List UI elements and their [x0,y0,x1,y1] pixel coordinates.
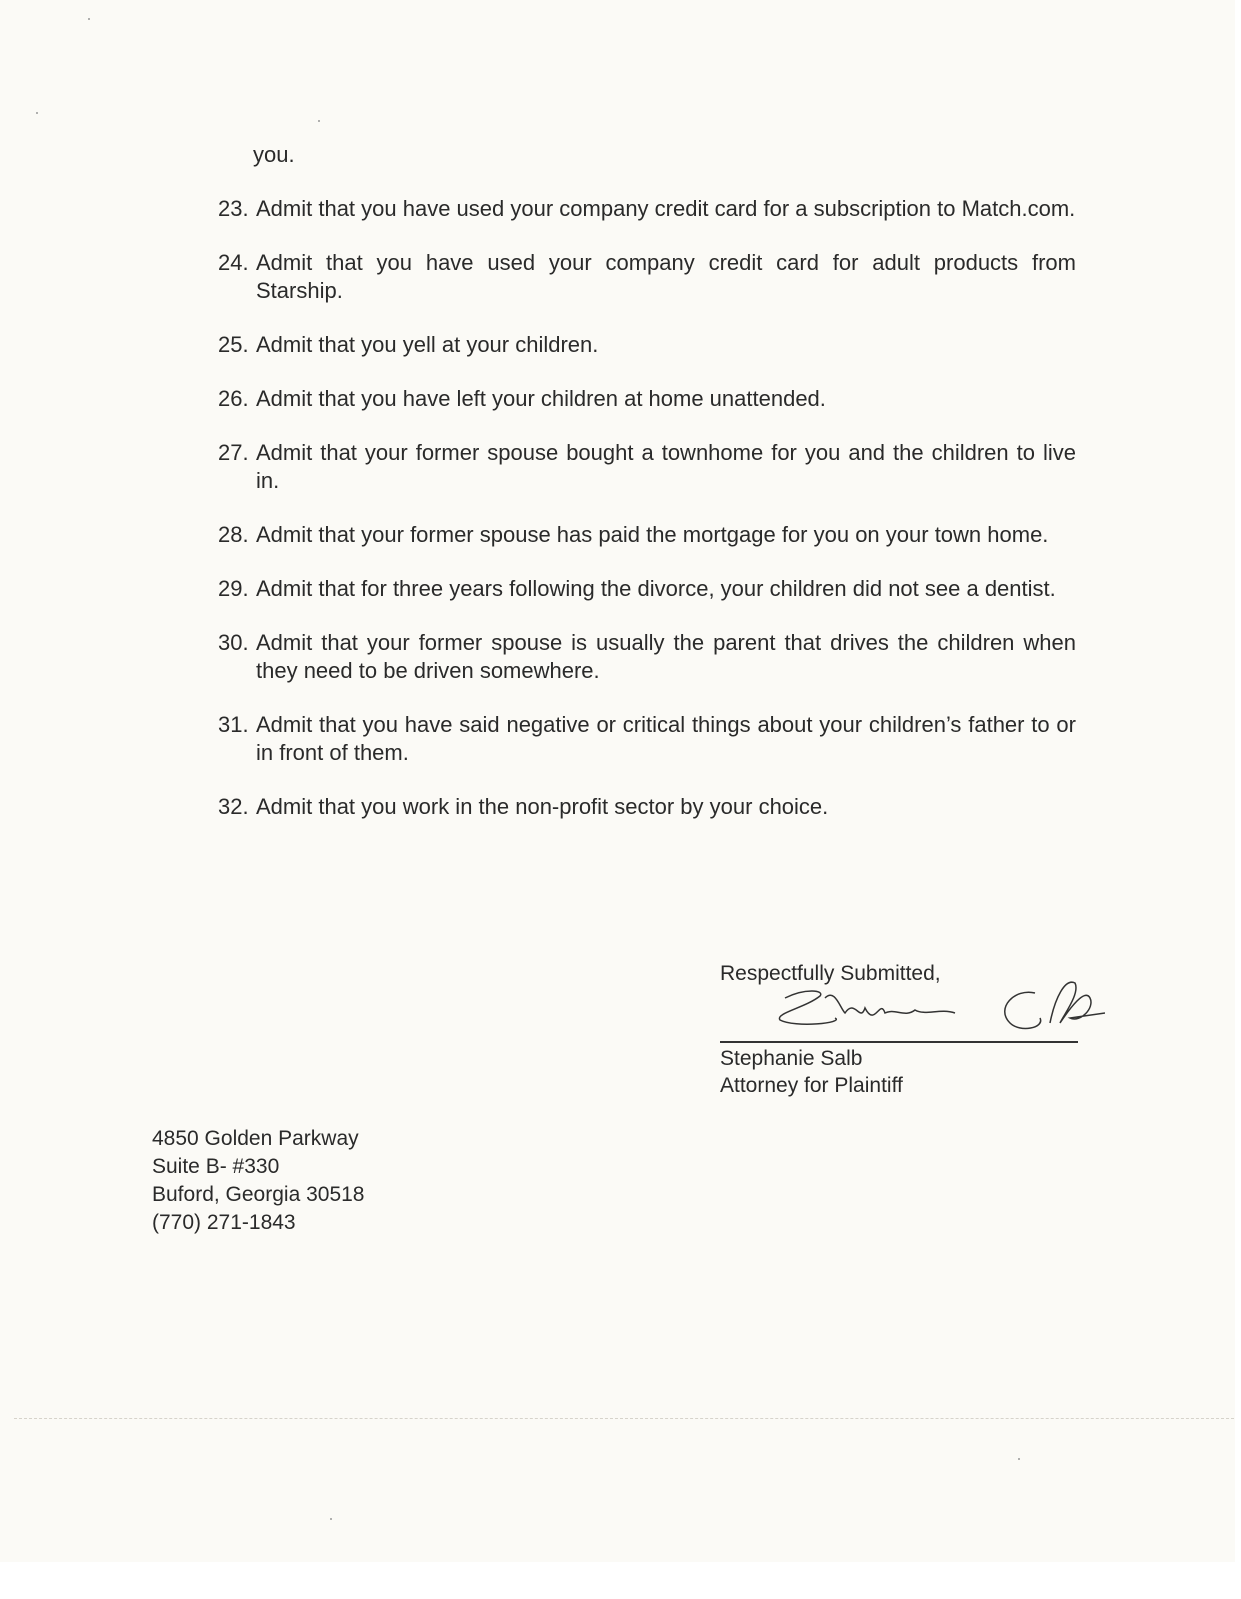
signature-line [720,1041,1078,1043]
item-text: Admit that you work in the non-profit sector by your choice. [256,794,829,819]
list-item [218,793,1076,821]
list-item [218,575,1076,603]
scan-artifact-line [14,1418,1234,1419]
item-number: 27. [218,440,249,465]
item-text: Admit that you yell at your children. [256,332,599,357]
list-item [218,711,1076,767]
item-number: 28. [218,522,249,547]
item-text: Admit that you have left your children at home unattended. [256,386,826,411]
scan-speck [88,18,90,20]
list-item [218,521,1076,549]
scan-speck [330,1518,332,1520]
list-item [218,195,1076,223]
list-item [218,439,1076,495]
closing-text: Respectfully Submitted, [720,962,941,985]
item-number: 23. [218,196,249,221]
continuation-text: you. [253,142,295,167]
list-item [218,629,1076,685]
item-text: Admit that you have said negative or critical things about your children’s father to or in front of them. [256,712,1076,765]
item-number: 29. [218,576,249,601]
admissions-list [218,195,1076,847]
address-suite: Suite B- #330 [152,1155,280,1178]
item-text: Admit that your former spouse bought a townhome for you and the children to live in. [256,440,1076,493]
item-number: 32. [218,794,249,819]
handwritten-signature [765,968,1105,1048]
item-text: Admit that your former spouse has paid the mortgage for you on your town home. [256,522,1049,547]
address-city: Buford, Georgia 30518 [152,1183,365,1206]
list-item [218,385,1076,413]
item-text: Admit that your former spouse is usually the parent that drives the children when they need to be driven somewhere. [256,630,1076,683]
address-street: 4850 Golden Parkway [152,1127,359,1150]
scan-speck [36,112,38,114]
signatory [720,1045,903,1099]
list-item [218,249,1076,305]
item-text: Admit that for three years following the divorce, your children did not see a dentist. [256,576,1056,601]
item-text: Admit that you have used your company credit card for adult products from Starship. [256,250,1076,303]
item-number: 30. [218,630,249,655]
signatory-name: Stephanie Salb [720,1047,863,1070]
signatory-title: Attorney for Plaintiff [720,1074,903,1097]
item-text: Admit that you have used your company credit card for a subscription to Match.com. [256,196,1076,221]
list-item [218,331,1076,359]
address-block [152,1125,364,1237]
item-number: 24. [218,250,249,275]
scan-speck [1018,1458,1020,1460]
item-number: 25. [218,332,249,357]
scan-speck [318,120,320,122]
address-phone: (770) 271-1843 [152,1211,296,1234]
item-number: 31. [218,712,249,737]
item-number: 26. [218,386,249,411]
